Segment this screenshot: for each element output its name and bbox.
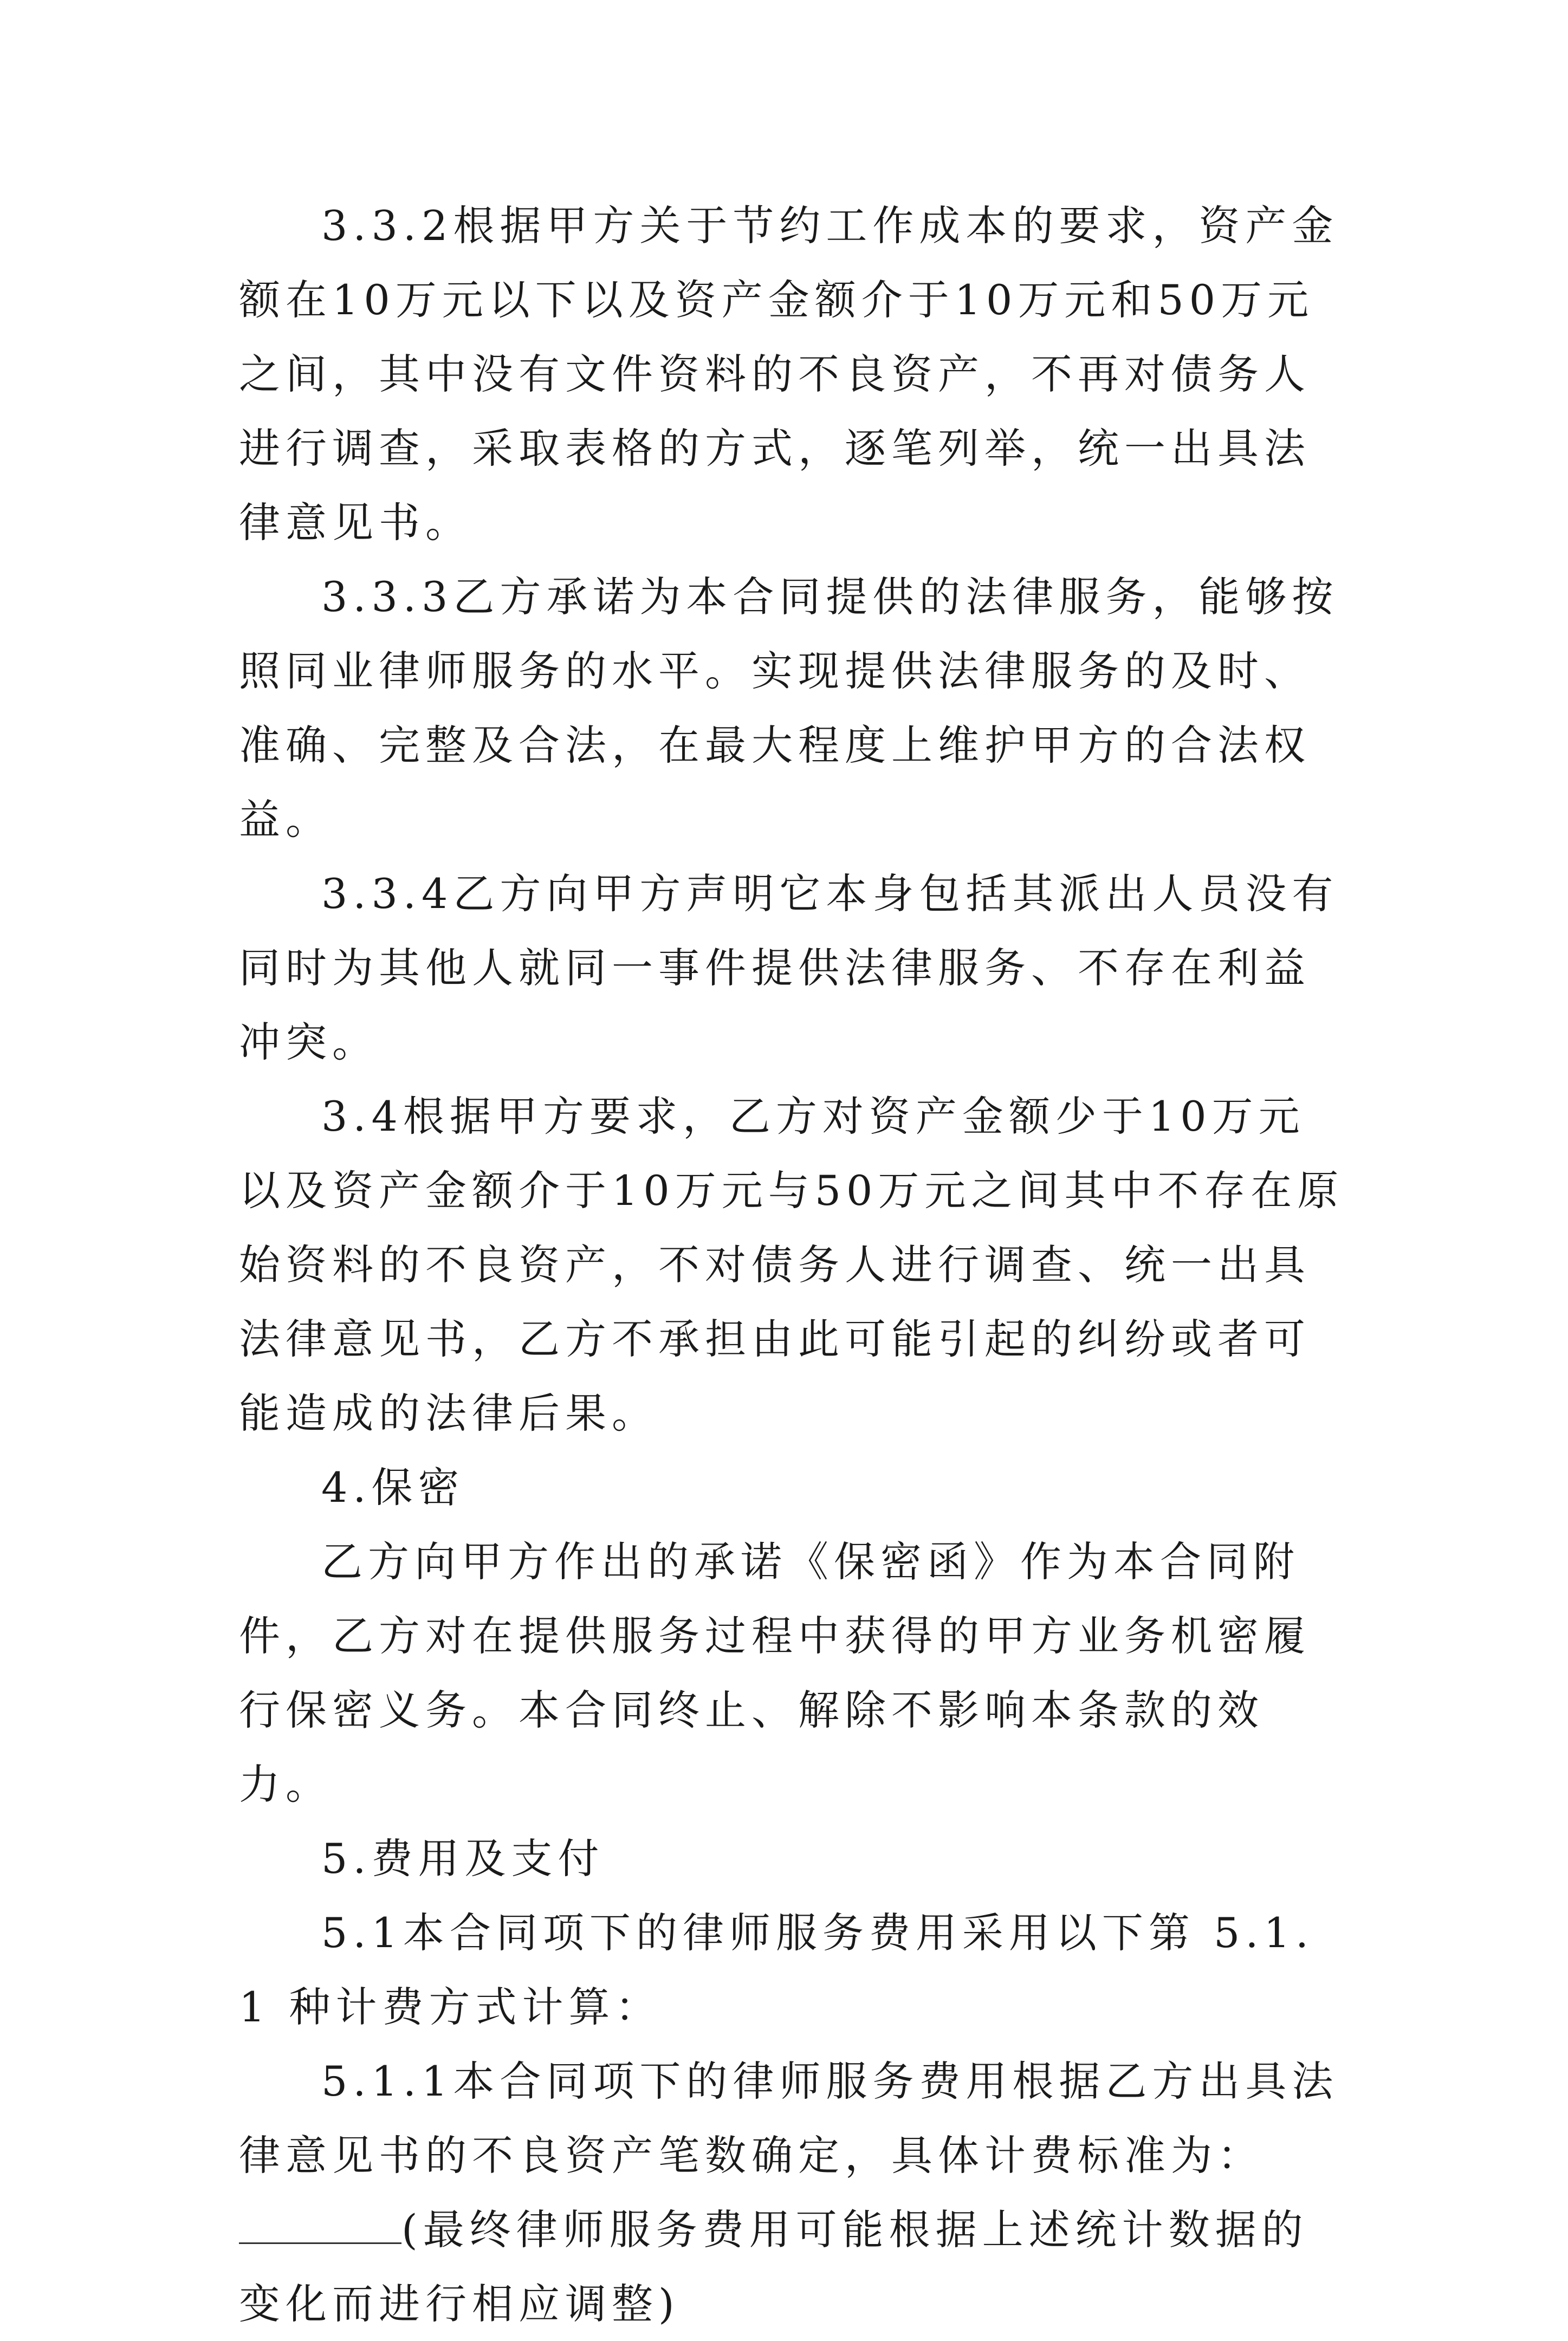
paragraph-3-3-3: 3.3.3乙方承诺为本合同提供的法律服务，能够按照同业律师服务的水平。实现提供法律服务的及时、准确、完整及合法，在最大程度上维护甲方的合法权益。 bbox=[239, 573, 1339, 844]
heading-fees-and-payment: 5.费用及支付 bbox=[321, 1834, 605, 1883]
paragraph-5-1: 5.1本合同项下的律师服务费用采用以下第 5.1.1 种计费方式计算： bbox=[239, 1909, 1314, 2031]
heading-confidentiality: 4.保密 bbox=[321, 1463, 465, 1512]
paragraph-3-3-2: 3.3.2根据甲方关于节约工作成本的要求，资产金额在10万元以下以及资产金额介于10万元和50万元之间，其中没有文件资料的不良资产，不再对债务人进行调查，采取表格的方式，逐笔列举，统一出具法律意见书。 bbox=[239, 202, 1339, 547]
paragraph-confidentiality: 乙方向甲方作出的承诺《保密函》作为本合同附件，乙方对在提供服务过程中获得的甲方业务机密履行保密义务。本合同终止、解除不影响本条款的效力。 bbox=[239, 1538, 1311, 1808]
paragraph-3-3-4: 3.3.4乙方向甲方声明它本身包括其派出人员没有同时为其他人就同一事件提供法律服务、不存在利益冲突。 bbox=[239, 870, 1339, 1066]
fee-standard-blank bbox=[239, 2210, 401, 2244]
paragraph-5-1-1-note: (最终律师服务费用可能根据上述统计数据的变化而进行相应调整) bbox=[239, 2206, 1308, 2328]
paragraph-5-1-1 bbox=[239, 2044, 1344, 2341]
paragraph-5-1-1-text: 5.1.1本合同项下的律师服务费用根据乙方出具法律意见书的不良资产笔数确定，具体计费标准为： bbox=[239, 2057, 1339, 2180]
paragraph-3-4: 3.4根据甲方要求，乙方对资产金额少于10万元以及资产金额介于10万元与50万元之间其中不存在原始资料的不良资产，不对债务人进行调查、统一出具法律意见书，乙方不承担由此可能引起的纠纷或者可能造成的法律后果。 bbox=[239, 1092, 1344, 1437]
document-body bbox=[239, 189, 1344, 2341]
